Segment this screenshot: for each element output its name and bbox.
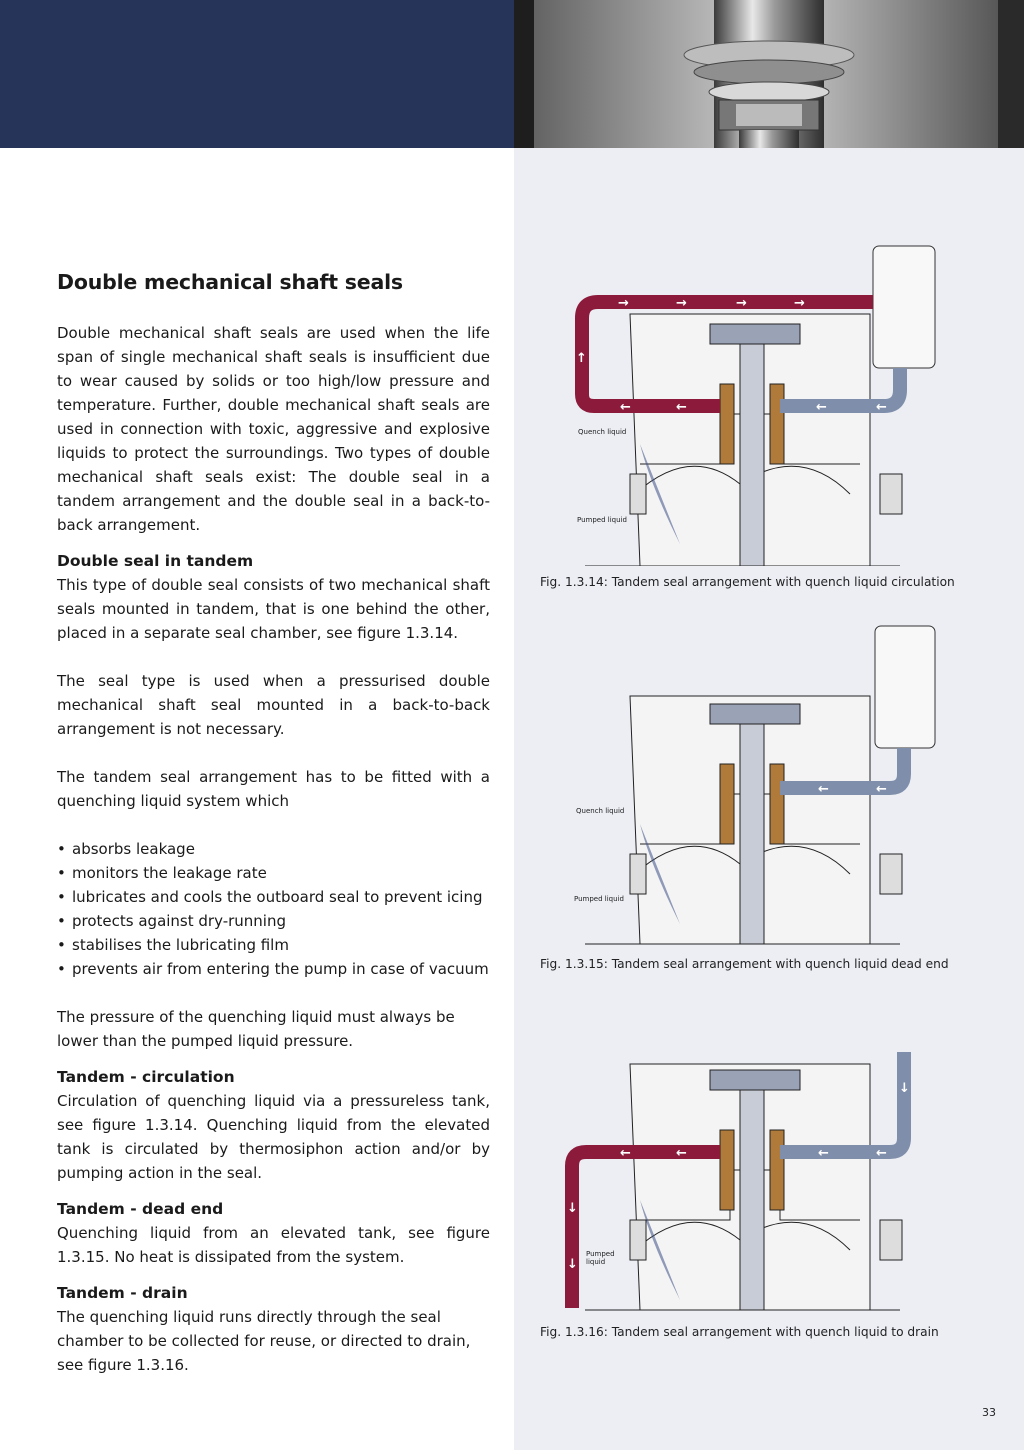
seal-diagram-dead-end [540,624,960,946]
header-seal-photo [514,0,1024,148]
tandem-paragraph-2: The seal type is used when a pressurised double mechanical shaft seal mounted in a back-to-back arrangement is not necessary. [57,671,490,738]
list-item: • monitors the leakage rate [57,861,490,885]
svg-text:←: ← [818,782,829,797]
list-item: • stabilises the lubricating film [57,933,490,957]
svg-text:→: → [676,296,687,311]
quench-liquid-label: Quench liquid [576,807,625,815]
quench-function-list [57,837,490,981]
figure-1-3-14-caption: Fig. 1.3.14: Tandem seal arrangement with quench liquid circulation [540,575,955,589]
svg-text:←: ← [816,400,827,415]
seal-photo-image [514,0,1024,148]
svg-text:←: ← [676,1146,687,1161]
svg-text:→: → [736,296,747,311]
svg-text:↓: ↓ [899,1081,910,1096]
pumped-liquid-label: Pumped liquid [574,895,624,903]
list-item: • prevents air from entering the pump in case of vacuum [57,957,490,981]
svg-text:←: ← [818,1146,829,1161]
drain-heading: Tandem - drain [57,1283,188,1302]
pumped-liquid-label-2: liquid [586,1258,606,1266]
tandem-heading: Double seal in tandem [57,551,254,570]
svg-text:→: → [794,296,805,311]
tandem-paragraph-3: The tandem seal arrangement has to be fitted with a quenching liquid system which [57,767,490,810]
figure-1-3-16-caption: Fig. 1.3.16: Tandem seal arrangement with quench liquid to drain [540,1325,939,1339]
dead-end-heading: Tandem - dead end [57,1199,224,1218]
list-item: • protects against dry-running [57,909,490,933]
circulation-heading: Tandem - circulation [57,1067,235,1086]
circulation-paragraph: Circulation of quenching liquid via a pressureless tank, see figure 1.3.14. Quenching liquid from the elevated tank is circulated by thermosiphon action and/or by pumping action in the seal. [57,1091,490,1182]
seal-diagram-drain [540,1050,960,1312]
figure-1-3-15 [540,624,960,976]
drain-paragraph: The quenching liquid runs directly through the seal chamber to be collected for reuse, or directed to drain, see figure 1.3.16. [57,1307,471,1374]
quench-liquid-label: Quench liquid [578,428,627,436]
svg-text:←: ← [676,400,687,415]
figure-1-3-16 [540,1050,960,1344]
list-item: • lubricates and cools the outboard seal to prevent icing [57,885,490,909]
svg-text:←: ← [876,400,887,415]
svg-text:←: ← [620,400,631,415]
header-band [0,0,514,148]
dead-end-paragraph: Quenching liquid from an elevated tank, see figure 1.3.15. No heat is dissipated from the system. [57,1223,490,1266]
svg-text:←: ← [620,1146,631,1161]
svg-text:↓: ↓ [567,1201,578,1216]
list-item: • absorbs leakage [57,837,490,861]
pumped-liquid-label: Pumped liquid [577,516,627,524]
svg-text:↓: ↓ [567,1257,578,1272]
seal-diagram-circulation [540,244,960,566]
page-title: Double mechanical shaft seals [57,270,403,294]
figure-1-3-15-caption: Fig. 1.3.15: Tandem seal arrangement with quench liquid dead end [540,957,949,971]
svg-text:←: ← [876,782,887,797]
svg-text:→: → [618,296,629,311]
page-number: 33 [982,1406,996,1419]
svg-text:←: ← [876,1146,887,1161]
figure-1-3-14 [540,244,960,594]
main-text-column [57,270,490,1377]
intro-paragraph: Double mechanical shaft seals are used when the life span of single mechanical shaft seals is insufficient due to wear caused by solids or too high/low pressure and temperature. Further, double mechanical shaft seals are used in connection with toxic, aggressive and explosive liquids to protect the surroundings. Two types of double mechanical shaft seals exist: The double seal in a tandem arrangement and the double seal in a back-to-back arrangement. [57,323,490,534]
tandem-paragraph-1: This type of double seal consists of two mechanical shaft seals mounted in tandem, that is one behind the other, placed in a separate seal chamber, see figure 1.3.14. [57,575,490,642]
tandem-paragraph-4: The pressure of the quenching liquid must always be lower than the pumped liquid pressure. [57,1007,455,1050]
pumped-liquid-label: Pumped [586,1250,615,1258]
svg-text:↑: ↑ [576,351,587,366]
